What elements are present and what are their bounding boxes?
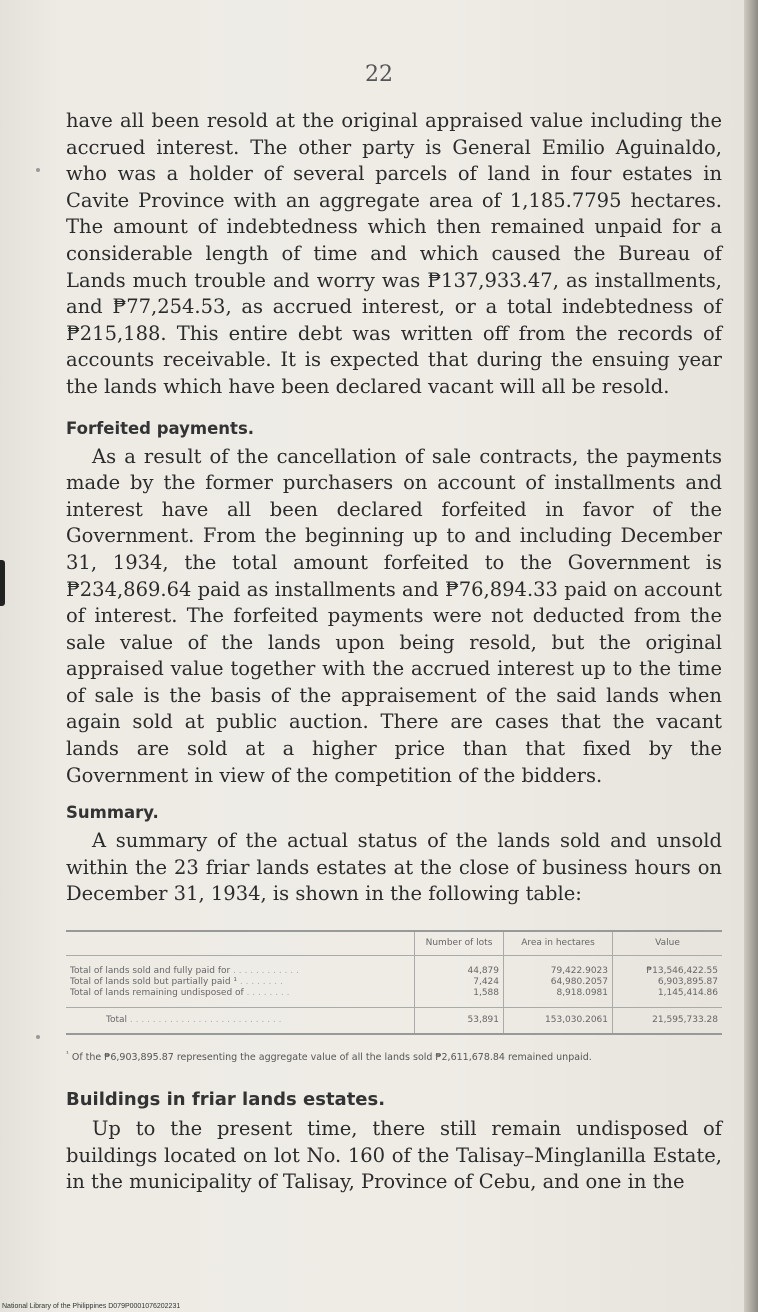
margin-dot — [36, 1035, 40, 1039]
scan-footer: National Library of the Philippines D079P0001076202231 — [2, 1303, 181, 1310]
footnote-mark: ¹ — [66, 1050, 69, 1059]
row-value: 1,145,414.86 — [613, 988, 723, 1008]
page-edge-shadow — [744, 0, 758, 1312]
row-label: Total of lands remaining undisposed of — [70, 988, 244, 999]
heading-forfeited-payments: Forfeited payments. — [66, 418, 255, 438]
page-content — [66, 108, 722, 1196]
table-total-row: Total . . . . . . . . . . . . . . . . . . . . . . . . . . . 53,891 153,030.2061 21,595,733.28 — [66, 1008, 722, 1035]
table-footnote — [66, 1047, 722, 1065]
row-lots: 7,424 — [415, 977, 504, 988]
table-row: Total of lands sold but partially paid ¹ . . . . . . . . 7,424 64,980.2057 6,903,895.87 — [66, 977, 722, 988]
page-number: 22 — [365, 62, 393, 87]
row-area: 8,918.0981 — [504, 988, 613, 1008]
total-label: Total — [106, 1015, 128, 1026]
summary-table — [66, 930, 722, 1035]
row-area: 64,980.2057 — [504, 977, 613, 988]
row-label: Total of lands sold but partially paid ¹ — [70, 977, 238, 988]
row-value: ₱13,546,422.55 — [613, 956, 723, 978]
heading-summary: Summary. — [66, 803, 159, 823]
total-value: 21,595,733.28 — [613, 1008, 723, 1035]
table-row: Total of lands sold and fully paid for . . . . . . . . . . . . 44,879 79,422.9023 ₱13,546,422.55 — [66, 956, 722, 978]
table-row: Total of lands remaining undisposed of . . . . . . . . 1,588 8,918.0981 1,145,414.86 — [66, 988, 722, 1008]
paragraph-intro: have all been resold at the original appraised value including the accrued interest. The other party is General Emilio Aguinaldo, who was a holder of several parcels of land in four estates in Cavite Province with an aggregate area of 1,185.7795 hectares. The amount of indebtedness which then remained unpaid for a considerable length of time and which caused the Bureau of Lands much trouble and worry was ₱137,933.47, as installments, and ₱77,254.53, as accrued interest, or a total indebtedness of ₱215,188. This entire debt was written off from the records of accounts receivable. It is expected that during the ensuing year the lands which have been declared vacant will all be resold. — [66, 109, 722, 398]
table-header-value: Value — [613, 931, 723, 956]
heading-buildings: Buildings in friar lands estates. — [66, 1089, 386, 1111]
paragraph-summary: A summary of the actual status of the lands sold and unsold within the 23 friar lands estates at the close of business hours on December 31, 1934, is shown in the following table: — [66, 829, 722, 906]
footnote-text: Of the ₱6,903,895.87 representing the aggregate value of all the lands sold ₱2,611,678.84 remained unpaid. — [71, 1052, 592, 1064]
paragraph-forfeited-payments: As a result of the cancellation of sale contracts, the payments made by the former purchasers on account of installments and interest have all been declared forfeited in favor of the Government. From the beginning up to and including December 31, 1934, the total amount forfeited to the Government is ₱234,869.64 paid as installments and ₱76,894.33 paid on account of interest. The forfeited payments were not deducted from the sale value of the lands upon being resold, but the original appraised value together with the accrued interest up to the time of sale is the basis of the appraisement of the said lands when again sold at public auction. There are cases that the vacant lands are sold at a higher price than that fixed by the Government in view of the competition of the bidders. — [66, 444, 722, 787]
row-lots: 44,879 — [415, 956, 504, 978]
table-header-blank — [66, 931, 415, 956]
paragraph-buildings: Up to the present time, there still remain undisposed of buildings located on lot No. 160 of the Talisay–Minglanilla Estate, in the municipality of Talisay, Province of Cebu, and one in the — [66, 1117, 722, 1194]
total-lots: 53,891 — [415, 1008, 504, 1035]
row-value: 6,903,895.87 — [613, 977, 723, 988]
binding-mark — [0, 560, 5, 606]
table-header-lots: Number of lots — [415, 931, 504, 956]
row-area: 79,422.9023 — [504, 956, 613, 978]
total-area: 153,030.2061 — [504, 1008, 613, 1035]
row-label: Total of lands sold and fully paid for — [70, 966, 231, 977]
row-lots: 1,588 — [415, 988, 504, 1008]
table-header-area: Area in hectares — [504, 931, 613, 956]
margin-dot — [36, 168, 40, 172]
